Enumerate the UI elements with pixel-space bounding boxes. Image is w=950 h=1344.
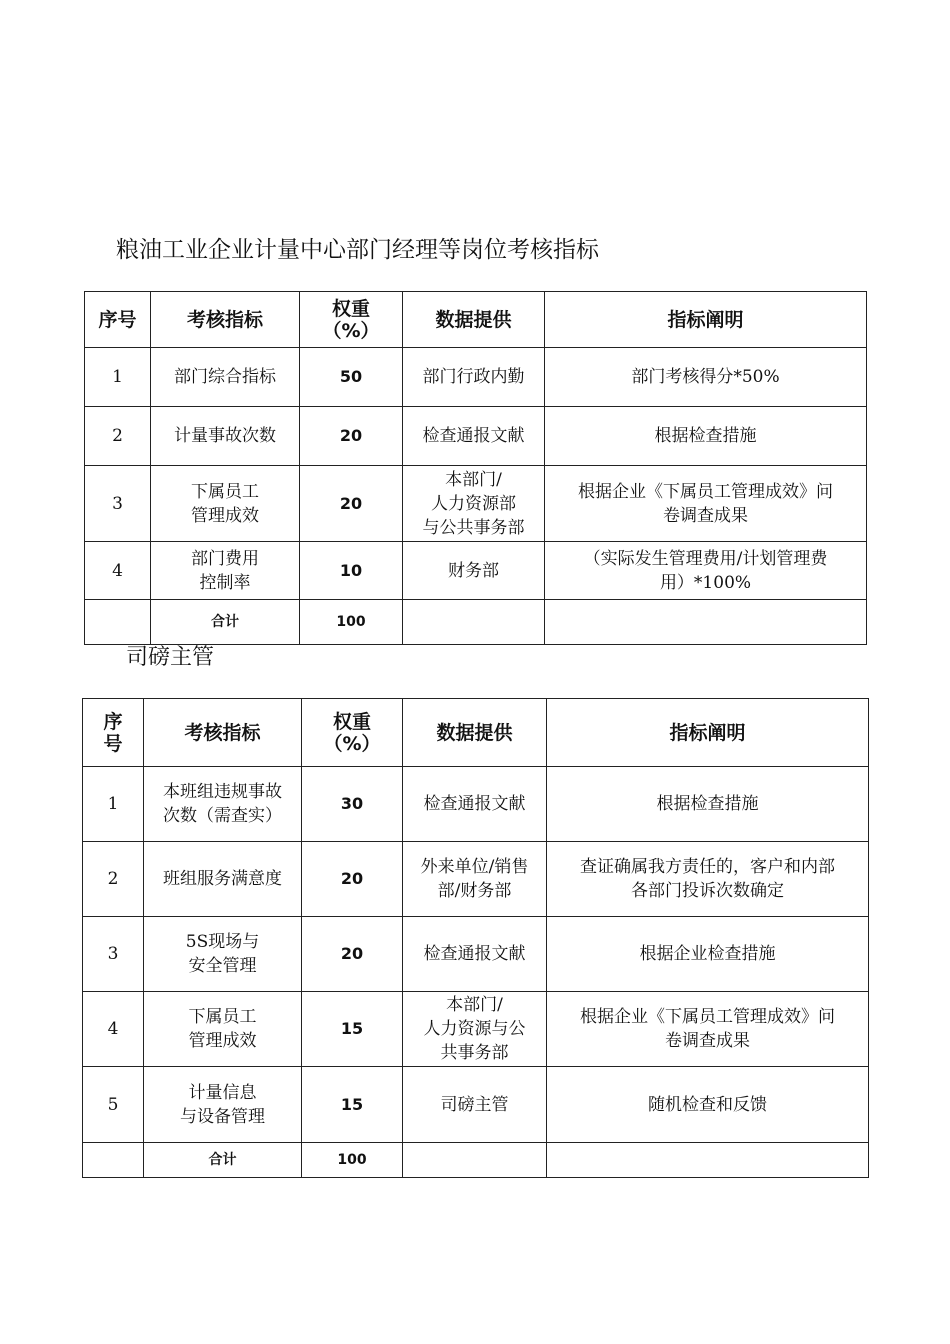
cell-no: 4 — [83, 992, 144, 1067]
cell-description: 根据企业《下属员工管理成效》问 卷调查成果 — [547, 992, 869, 1067]
header-description: 指标阐明 — [545, 292, 867, 348]
cell-weight: 30 — [302, 767, 403, 842]
header-source: 数据提供 — [403, 699, 547, 767]
cell-indicator: 部门综合指标 — [151, 348, 300, 407]
cell-no: 1 — [85, 348, 151, 407]
cell-weight: 50 — [300, 348, 403, 407]
cell-indicator: 下属员工 管理成效 — [144, 992, 302, 1067]
total-weight: 100 — [300, 600, 403, 645]
cell-source: 检查通报文献 — [403, 917, 547, 992]
table-header-row — [85, 292, 867, 348]
cell-indicator: 班组服务满意度 — [144, 842, 302, 917]
total-label: 合计 — [144, 1143, 302, 1178]
cell-indicator: 计量事故次数 — [151, 407, 300, 466]
cell-description: 根据企业《下属员工管理成效》问 卷调查成果 — [545, 466, 867, 542]
header-source: 数据提供 — [403, 292, 545, 348]
cell-description — [545, 600, 867, 645]
table-row — [85, 407, 867, 466]
cell-description: （实际发生管理费用/计划管理费 用）*100% — [545, 542, 867, 600]
total-weight: 100 — [302, 1143, 403, 1178]
header-no: 序号 — [85, 292, 151, 348]
cell-indicator: 本班组违规事故 次数（需查实） — [144, 767, 302, 842]
cell-description: 随机检查和反馈 — [547, 1067, 869, 1143]
cell-no — [83, 1143, 144, 1178]
kpi-table-department-manager — [84, 291, 867, 645]
header-indicator: 考核指标 — [151, 292, 300, 348]
cell-description: 部门考核得分*50% — [545, 348, 867, 407]
header-description: 指标阐明 — [547, 699, 869, 767]
cell-description: 根据企业检查措施 — [547, 917, 869, 992]
table-row — [83, 842, 869, 917]
cell-no: 5 — [83, 1067, 144, 1143]
cell-description — [547, 1143, 869, 1178]
total-label: 合计 — [151, 600, 300, 645]
cell-no: 4 — [85, 542, 151, 600]
document-title: 粮油工业企业计量中心部门经理等岗位考核指标 — [116, 237, 599, 263]
cell-no: 3 — [83, 917, 144, 992]
header-no: 序 号 — [83, 699, 144, 767]
table-row — [85, 348, 867, 407]
cell-weight: 10 — [300, 542, 403, 600]
cell-source: 本部门/ 人力资源部 与公共事务部 — [403, 466, 545, 542]
cell-source: 司磅主管 — [403, 1067, 547, 1143]
table-header-row — [83, 699, 869, 767]
table-row — [83, 992, 869, 1067]
cell-indicator: 部门费用 控制率 — [151, 542, 300, 600]
cell-source: 检查通报文献 — [403, 407, 545, 466]
table-total-row — [85, 600, 867, 645]
cell-weight: 20 — [302, 842, 403, 917]
cell-indicator: 5S现场与 安全管理 — [144, 917, 302, 992]
cell-weight: 15 — [302, 992, 403, 1067]
cell-weight: 20 — [300, 407, 403, 466]
table-row — [83, 917, 869, 992]
cell-weight: 20 — [300, 466, 403, 542]
cell-source: 检查通报文献 — [403, 767, 547, 842]
cell-source: 财务部 — [403, 542, 545, 600]
cell-no — [85, 600, 151, 645]
table-row — [85, 542, 867, 600]
cell-no: 2 — [85, 407, 151, 466]
cell-description: 根据检查措施 — [545, 407, 867, 466]
cell-source — [403, 600, 545, 645]
cell-no: 3 — [85, 466, 151, 542]
cell-description: 查证确属我方责任的，客户和内部 各部门投诉次数确定 — [547, 842, 869, 917]
cell-weight: 20 — [302, 917, 403, 992]
table-row — [83, 1067, 869, 1143]
cell-source — [403, 1143, 547, 1178]
cell-no: 1 — [83, 767, 144, 842]
cell-source: 外来单位/销售 部/财务部 — [403, 842, 547, 917]
cell-indicator: 计量信息 与设备管理 — [144, 1067, 302, 1143]
section-subtitle: 司磅主管 — [126, 645, 215, 670]
cell-no: 2 — [83, 842, 144, 917]
kpi-table-weighbridge-supervisor — [82, 698, 869, 1178]
cell-description: 根据检查措施 — [547, 767, 869, 842]
table-total-row — [83, 1143, 869, 1178]
cell-indicator: 下属员工 管理成效 — [151, 466, 300, 542]
cell-source: 部门行政内勤 — [403, 348, 545, 407]
header-indicator: 考核指标 — [144, 699, 302, 767]
header-weight: 权重 （%） — [300, 292, 403, 348]
header-weight: 权重 （%） — [302, 699, 403, 767]
table-row — [85, 466, 867, 542]
cell-weight: 15 — [302, 1067, 403, 1143]
cell-source: 本部门/ 人力资源与公 共事务部 — [403, 992, 547, 1067]
table-row — [83, 767, 869, 842]
